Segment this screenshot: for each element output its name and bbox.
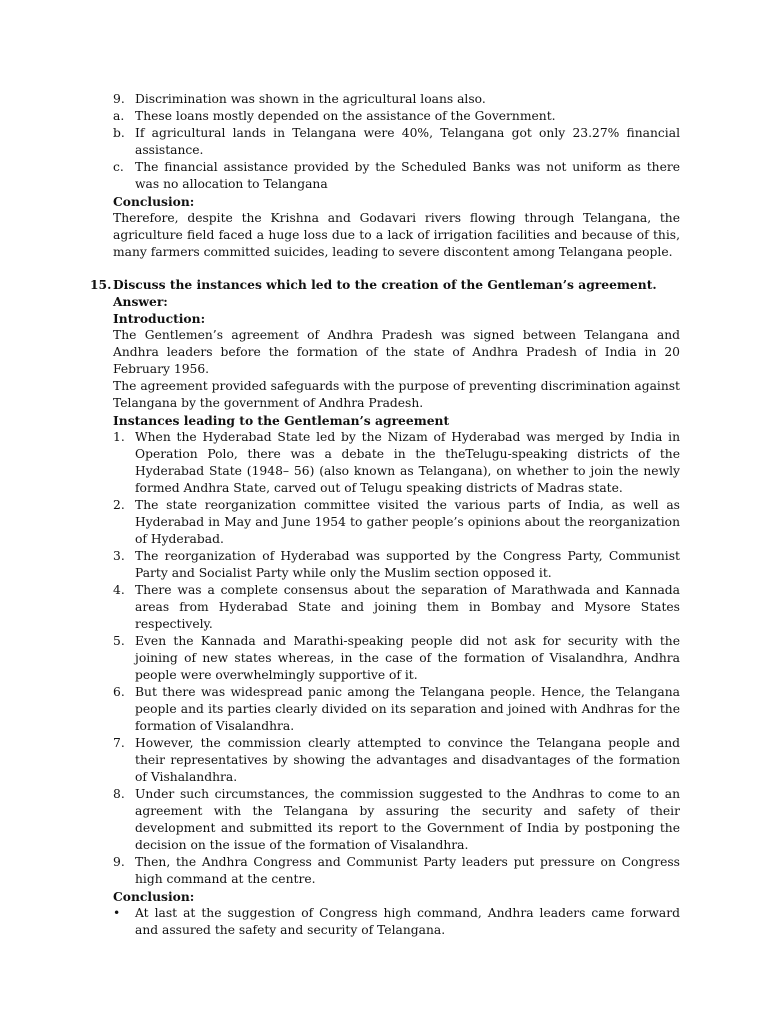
question-heading — [90, 276, 680, 293]
list-item — [113, 684, 680, 735]
list-marker: 3. — [113, 549, 125, 563]
list-text: Even the Kannada and Marathi-speaking people did not ask for security with the joining of new states whereas, in the case of the formation of Visalandhra, Andhra people were overwhelmingly supportive of it. — [135, 634, 680, 682]
list-text: If agricultural lands in Telangana were 40%, Telangana got only 23.27% financial assistance. — [135, 126, 680, 157]
list-item — [113, 548, 680, 582]
question-number: 15. — [90, 277, 112, 292]
introduction-paragraph: The Gentlemen’s agreement of Andhra Pradesh was signed between Telangana and Andhra leaders before the formation of the state of Andhra Pradesh of India in 20 February 1956. — [113, 328, 680, 376]
conclusion-paragraph: Therefore, despite the Krishna and Godavari rivers flowing through Telangana, the agriculture field faced a huge loss due to a lack of irrigation facilities and because of this, many farmers committed suicides, leading to severe discontent among Telangana people. — [113, 211, 680, 259]
list-marker: 1. — [113, 430, 125, 444]
list-item — [113, 735, 680, 786]
list-item — [113, 429, 680, 497]
conclusion-heading: Conclusion: — [113, 194, 195, 209]
list-item — [113, 497, 680, 548]
list-marker: 4. — [113, 583, 125, 597]
list-item — [113, 91, 680, 108]
introduction-heading: Introduction: — [113, 311, 206, 326]
list-text: The financial assistance provided by the Scheduled Banks was not uniform as there was no allocation to Telangana — [135, 160, 680, 191]
instances-heading: Instances leading to the Gentleman’s agreement — [113, 413, 450, 428]
list-item — [113, 854, 680, 888]
bullet-icon: • — [113, 906, 121, 920]
list-marker: 9. — [113, 855, 125, 869]
list-item — [113, 125, 680, 159]
list-marker: 9. — [113, 92, 125, 106]
list-marker: b. — [113, 126, 125, 140]
list-text: Under such circumstances, the commission suggested to the Andhras to come to an agreement with the Telangana by assuring the security and safety of their development and submitted its report to the Government of India by postponing the decision on the issue of the formation of Visalandhra. — [135, 787, 680, 852]
list-item — [113, 108, 680, 125]
list-text: These loans mostly depended on the assistance of the Government. — [135, 109, 556, 123]
list-text: However, the commission clearly attempted to convince the Telangana people and their representatives by showing the advantages and disadvantages of the formation of Vishalandhra. — [135, 736, 680, 784]
list-item — [113, 786, 680, 854]
list-text: But there was widespread panic among the Telangana people. Hence, the Telangana people and its parties clearly divided on its separation and joined with Andhras for the formation of Visalandhra. — [135, 685, 680, 733]
list-text: Then, the Andhra Congress and Communist Party leaders put pressure on Congress high command at the centre. — [135, 855, 680, 886]
bullet-text: At last at the suggestion of Congress high command, Andhra leaders came forward and assured the safety and security of Telangana. — [135, 906, 680, 937]
list-text: Discrimination was shown in the agricultural loans also. — [135, 92, 486, 106]
list-marker: 6. — [113, 685, 125, 699]
list-text: There was a complete consensus about the separation of Marathwada and Kannada areas from Hyderabad State and joining them in Bombay and Mysore States respectively. — [135, 583, 680, 631]
list-marker: 7. — [113, 736, 125, 750]
list-marker: 2. — [113, 498, 125, 512]
introduction-paragraph: The agreement provided safeguards with the purpose of preventing discrimination against Telangana by the government of Andhra Pradesh. — [113, 379, 680, 410]
question-text: Discuss the instances which led to the creation of the Gentleman’s agreement. — [113, 277, 657, 292]
list-item — [113, 159, 680, 193]
list-marker: 8. — [113, 787, 125, 801]
list-marker: a. — [113, 109, 125, 123]
list-item — [113, 633, 680, 684]
answer-heading: Answer: — [113, 294, 168, 309]
list-item — [113, 582, 680, 633]
list-text: When the Hyderabad State led by the Nizam of Hyderabad was merged by India in Operation Polo, there was a debate in the theTelugu-speaking districts of the Hyderabad State (1948– 56) (also known as Telangana), on whether to join the newly formed Andhra State, carved out of Telugu speaking districts of Madras state. — [135, 430, 680, 495]
conclusion-heading: Conclusion: — [113, 889, 195, 904]
bullet-item — [113, 905, 680, 939]
list-marker: c. — [113, 160, 124, 174]
list-marker: 5. — [113, 634, 125, 648]
list-text: The reorganization of Hyderabad was supported by the Congress Party, Communist Party and Socialist Party while only the Muslim section opposed it. — [135, 549, 680, 580]
list-text: The state reorganization committee visited the various parts of India, as well as Hyderabad in May and June 1954 to gather people’s opinions about the reorganization of Hyderabad. — [135, 498, 680, 546]
